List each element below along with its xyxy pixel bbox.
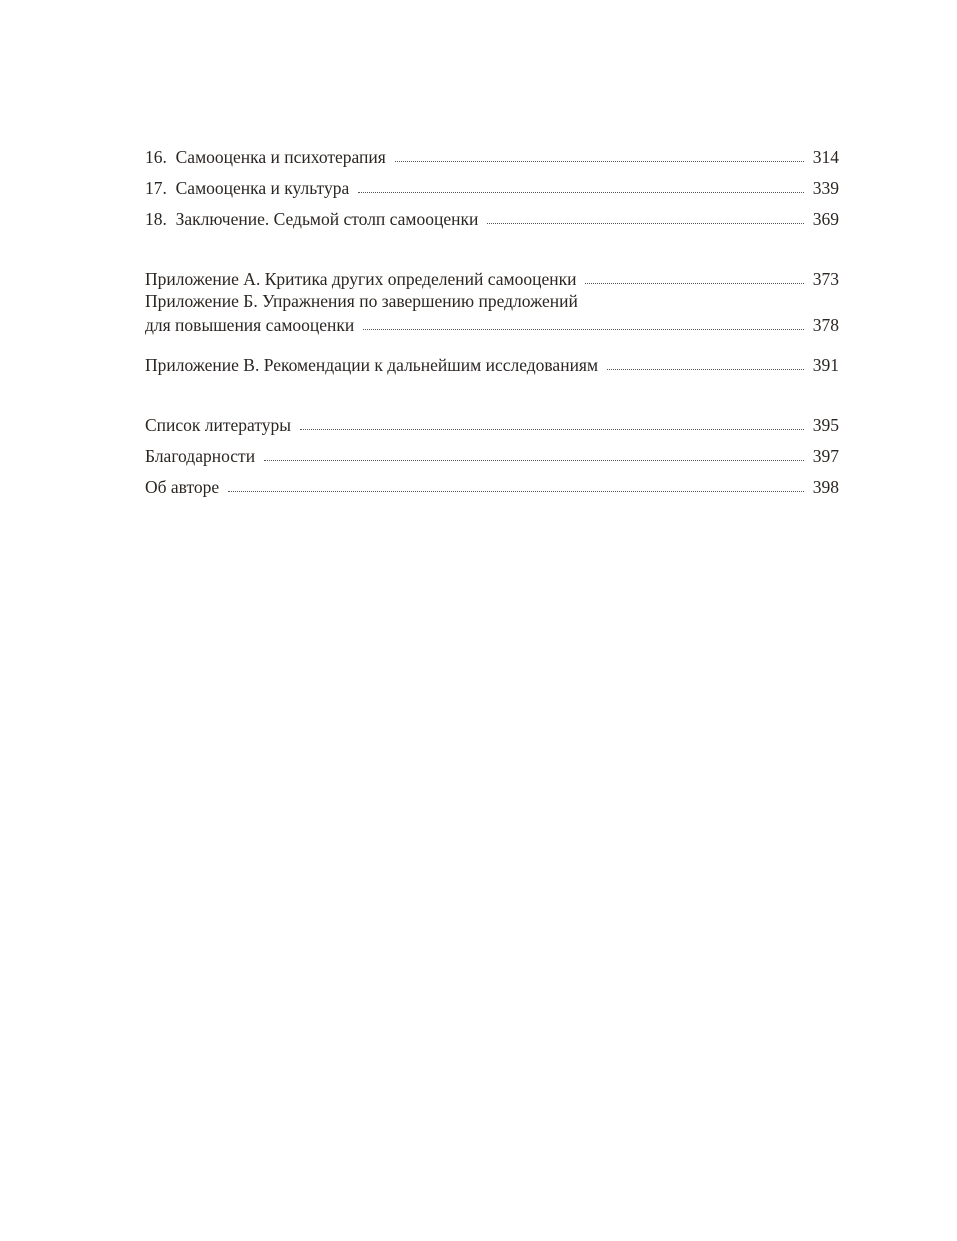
- chapter-number: 18.: [145, 209, 176, 229]
- toc-back-matter-group: [145, 405, 839, 498]
- chapter-number: 17.: [145, 178, 176, 198]
- dot-leader: [363, 329, 803, 330]
- chapter-title: Самооценка и психотерапия: [175, 147, 386, 167]
- toc-entry-chapter-17[interactable]: [145, 168, 839, 199]
- dot-leader: [585, 283, 803, 284]
- dot-leader: [358, 192, 804, 193]
- toc-chapters-group: [145, 137, 839, 230]
- page-number: 339: [812, 178, 839, 198]
- dot-leader: [487, 223, 803, 224]
- toc-entry-appendix-a[interactable]: [145, 259, 839, 290]
- toc-entry-appendix-v[interactable]: [145, 345, 839, 376]
- toc-entry-about-author[interactable]: [145, 467, 839, 498]
- table-of-contents: [145, 137, 839, 498]
- section-title: Список литературы: [145, 415, 292, 435]
- page-number: 398: [812, 477, 839, 497]
- toc-entry-chapter-16[interactable]: [145, 137, 839, 168]
- chapter-title: Самооценка и культура: [175, 178, 350, 198]
- dot-leader: [228, 491, 804, 492]
- toc-appendices-group: [145, 259, 839, 376]
- toc-entry-bibliography[interactable]: [145, 405, 839, 436]
- page-number: 314: [812, 147, 839, 167]
- page-number: 373: [812, 269, 839, 289]
- toc-entry-chapter-18[interactable]: [145, 199, 839, 230]
- page-number: 395: [812, 415, 839, 435]
- page-number: 369: [812, 209, 839, 229]
- chapter-title: Заключение. Седьмой столп самооценки: [175, 209, 479, 229]
- section-title: Благодарности: [145, 446, 256, 466]
- page-number: 391: [812, 355, 839, 375]
- appendix-title: Приложение В. Рекомендации к дальнейшим исследованиям: [145, 355, 599, 375]
- page-number: 397: [812, 446, 839, 466]
- appendix-title-line-1: Приложение Б. Упражнения по завершению предложений: [145, 291, 578, 311]
- chapter-number: 16.: [145, 147, 176, 167]
- appendix-title-line-2: для повышения самооценки: [145, 315, 355, 335]
- page-number: 378: [812, 315, 839, 335]
- dot-leader: [395, 161, 804, 162]
- section-title: Об авторе: [145, 477, 220, 497]
- dot-leader: [300, 429, 804, 430]
- dot-leader: [607, 369, 804, 370]
- toc-entry-acknowledgements[interactable]: [145, 436, 839, 467]
- toc-entry-appendix-b[interactable]: [145, 290, 839, 345]
- appendix-title-last-line: [145, 314, 839, 336]
- dot-leader: [264, 460, 804, 461]
- appendix-title: Приложение А. Критика других определений самооценки: [145, 269, 577, 289]
